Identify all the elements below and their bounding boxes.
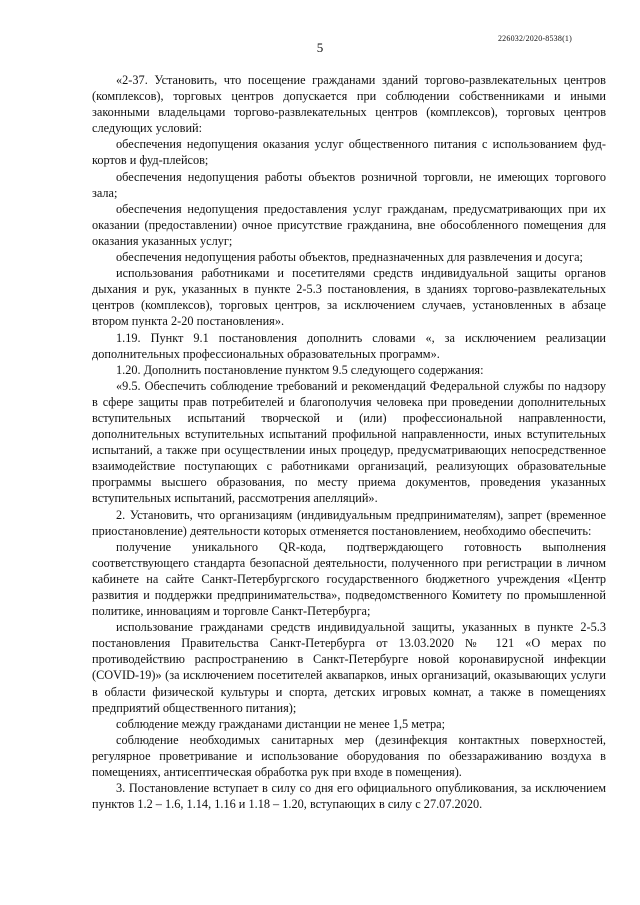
paragraph: соблюдение необходимых санитарных мер (дезинфекция контактных поверхностей, регулярное проветривание и использование оборудования по обеззараживанию воздуха в помещениях, антисептическая обработка рук при входе в помещения). (92, 732, 606, 780)
document-id: 226032/2020-8538(1) (497, 34, 572, 43)
paragraph: 1.20. Дополнить постановление пунктом 9.5 следующего содержания: (116, 362, 484, 377)
paragraph: обеспечения недопущения работы объектов розничной торговли, не имеющих торгового зала; (92, 169, 606, 200)
page-number: 5 (316, 40, 324, 55)
paragraph: обеспечения недопущения предоставления услуг гражданам, предусматривающих при их оказании (предоставлении) очное присутствие гражданина, вне обособленного помещения для оказания указанных услуг; (92, 201, 606, 248)
paragraph: «9.5. Обеспечить соблюдение требований и рекомендаций Федеральной службы по надзору в сфере защиты прав потребителей и благополучия человека при проведении дополнительных вступительных испытаний творческой и (или) профессиональной направленности, дополнительных вступительных испытаний профильной направленности, иных вступительных испытаний, а также при осуществлении иных процедур, предусматривающих непосредственное взаимодействие поступающих с работниками организаций, реализующих образовательные программы высшего образования, по месту приема документов, проведения указанных вступительных испытаний, рассмотрения апелляций». (92, 378, 606, 506)
paragraph: 3. Постановление вступает в силу со дня его официального опубликования, за исключением пунктов 1.2 – 1.6, 1.14, 1.16 и 1.18 – 1.20, вступающих в силу с 27.07.2020. (92, 781, 606, 812)
paragraph: использования работниками и посетителями средств индивидуальной защиты органов дыхания и рук, указанных в пункте 2-5.3 постановления, в зданиях торгово-развлекательных центров (комплексов), торговых центров, за исключением случаев, установленных в абзаце втором пункта 2-20 постановления». (92, 266, 606, 329)
document-body (92, 72, 606, 812)
paragraph: обеспечения недопущения оказания услуг общественного питания с использованием фуд-кортов и фуд-плейсов; (92, 137, 606, 168)
paragraph: обеспечения недопущения работы объектов, предназначенных для развлечения и досуга; (116, 250, 583, 265)
paragraph: соблюдение между гражданами дистанции не менее 1,5 метра; (116, 716, 446, 731)
paragraph: 2. Установить, что организациям (индивидуальным предпринимателям), запрет (временное приостановление) деятельности которых отменяется постановлением, необходимо обеспечить: (92, 507, 606, 538)
paragraph: «2-37. Установить, что посещение гражданами зданий торгово-развлекательных центров (комплексов), торговых центров допускается при соблюдении собственниками и иными законными владельцами торгово-развлекательных центров (комплексов), торговых центров следующих условий: (92, 73, 606, 136)
paragraph: 1.19. Пункт 9.1 постановления дополнить словами «, за исключением реализации дополнительных профессиональных образовательных программ». (92, 330, 606, 361)
paragraph: получение уникального QR-кода, подтверждающего готовность выполнения соответствующего стандарта безопасной деятельности, полученного при регистрации в личном кабинете на сайте Санкт-Петербургского государственного бюджетного учреждения «Центр развития и поддержки предпринимательства», подведомственного Комитету по промышленной политике, инновациям и торговле Санкт-Петербурга; (92, 539, 606, 619)
paragraph: использование гражданами средств индивидуальной защиты, указанных в пункте 2-5.3 постановления Правительства Санкт-Петербурга от 13.03.2020 № 121 «О мерах по противодействию распространению в Санкт-Петербурге новой коронавирусной инфекции (COVID-19)» (за исключением посетителей аквапарков, иных организаций, оказывающих услуги в области физической культуры и спорта, детских игровых комнат, а также в помещениях предприятий общественного питания); (92, 620, 606, 715)
